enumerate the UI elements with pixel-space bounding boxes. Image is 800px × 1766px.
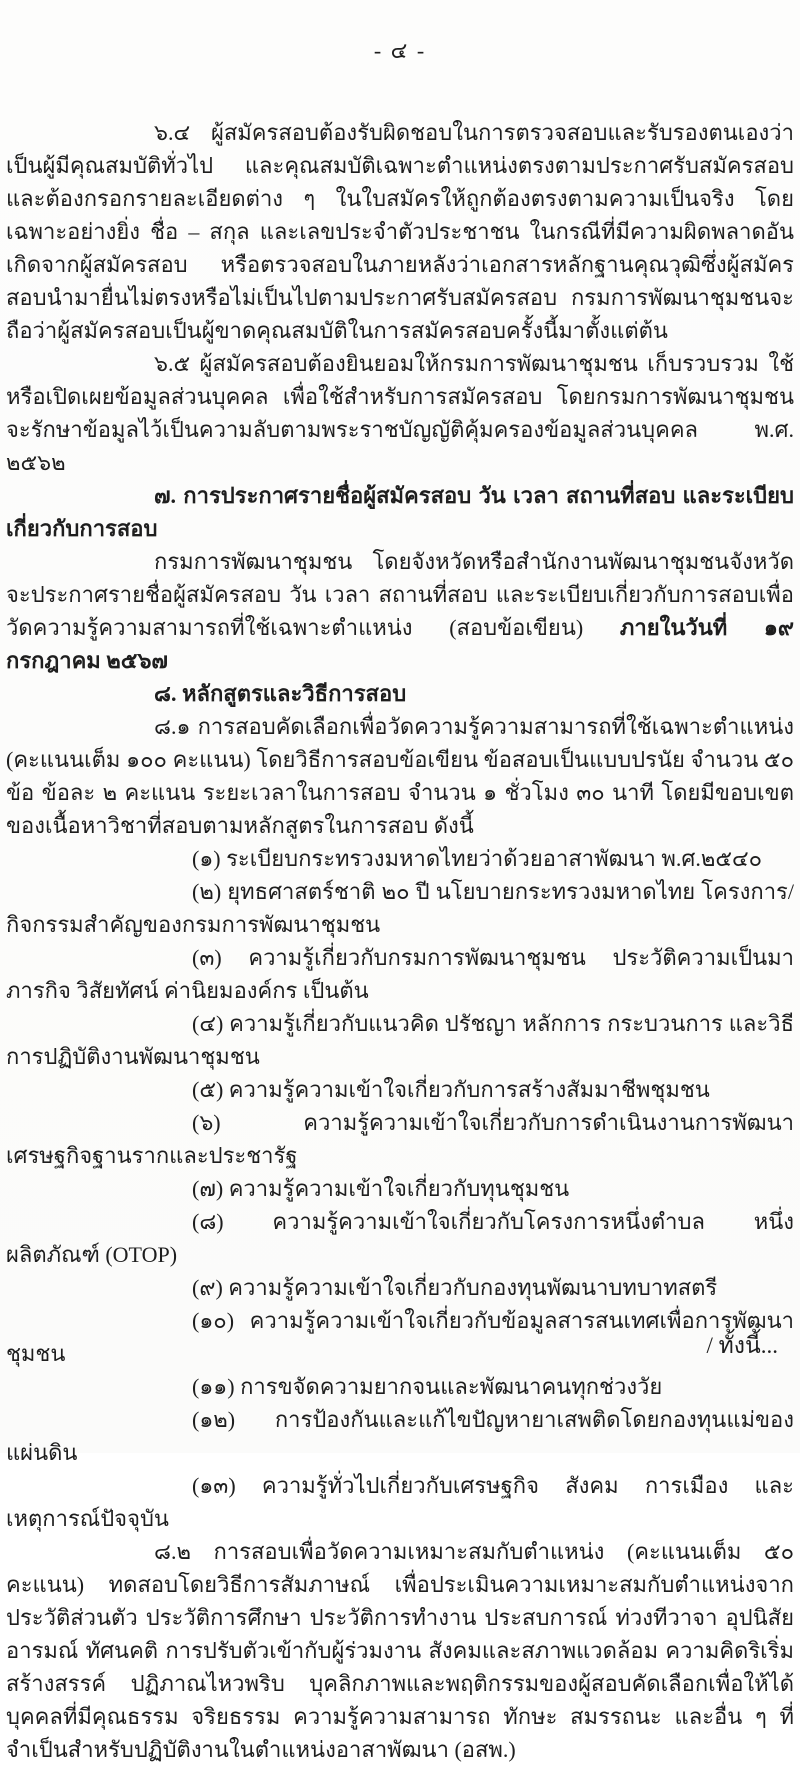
clause-8-1-paragraph: ๘.๑ การสอบคัดเลือกเพื่อวัดความรู้ความสามารถที่ใช้เฉพาะตำแหน่ง (คะแนนเต็ม ๑๐๐ คะแนน) โดยวิธีการสอบข้อเขียน ข้อสอบเป็นแบบปรนัย จำนวน ๕๐ ข้อ ข้อละ ๒ คะแนน ระยะเวลาในการสอบ จำนวน ๑ ชั่วโมง ๓๐ นาที โดยมีขอบเขตของเนื้อหาวิชาที่สอบตามหลักสูตรในการสอบ ดังนี้ — [6, 714, 794, 838]
exam-topic-item: (๑๐) ความรู้ความเข้าใจเกี่ยวกับข้อมูลสารสนเทศเพื่อการพัฒนาชุมชน — [6, 1308, 794, 1366]
exam-announcement-deadline: ภายในวันที่ ๑๙ กรกฎาคม ๒๕๖๗ — [6, 615, 794, 673]
clause-6-4-paragraph: ๖.๔ ผู้สมัครสอบต้องรับผิดชอบในการตรวจสอบและรับรองตนเองว่า เป็นผู้มีคุณสมบัติทั่วไป และคุณสมบัติเฉพาะตำแหน่งตรงตามประกาศรับสมัครสอบ และต้องกรอกรายละเอียดต่าง ๆ ในใบสมัครให้ถูกต้องตรงตามความเป็นจริง โดยเฉพาะอย่างยิ่ง ชื่อ – สกุล และเลขประจำตัวประชาชน ในกรณีที่มีความผิดพลาดอันเกิดจากผู้สมัครสอบ หรือตรวจสอบในภายหลังว่าเอกสารหลักฐานคุณวุฒิซึ่งผู้สมัครสอบนำมายื่นไม่ตรงหรือไม่เป็นไปตามประกาศรับสมัครสอบ กรมการพัฒนาชุมชนจะถือว่าผู้สมัครสอบเป็นผู้ขาดคุณสมบัติในการสมัครสอบครั้งนี้มาตั้งแต่ต้น — [6, 120, 794, 343]
clause-8-2-paragraph: ๘.๒ การสอบเพื่อวัดความเหมาะสมกับตำแหน่ง (คะแนนเต็ม ๕๐ คะแนน) ทดสอบโดยวิธีการสัมภาษณ์ เพื่อประเมินความเหมาะสมกับตำแหน่งจากประวัติส่วนตัว ประวัติการศึกษา ประวัติการทำงาน ประสบการณ์ ท่วงทีวาจา อุปนิสัย อารมณ์ ทัศนคติ การปรับตัวเข้ากับผู้ร่วมงาน สังคมและสภาพแวดล้อม ความคิดริเริ่มสร้างสรรค์ ปฏิภาณไหวพริบ บุคลิกภาพและพฤติกรรมของผู้สอบคัดเลือกเพื่อให้ได้บุคคลที่มีคุณธรรม จริยธรรม ความรู้ความสามารถ ทักษะ สมรรถนะ และอื่น ๆ ที่จำเป็นสำหรับปฏิบัติงานในตำแหน่งอาสาพัฒนา (อสพ.) — [6, 1539, 794, 1762]
exam-topic-item: (๓) ความรู้เกี่ยวกับกรมการพัฒนาชุมชน ประวัติความเป็นมา ภารกิจ วิสัยทัศน์ ค่านิยมองค์กร เป็นต้น — [6, 945, 794, 1003]
exam-topic-item: (๒) ยุทธศาสตร์ชาติ ๒๐ ปี นโยบายกระทรวงมหาดไทย โครงการ/กิจกรรมสำคัญของกรมการพัฒนาชุมชน — [6, 879, 794, 937]
exam-topic-item: (๖) ความรู้ความเข้าใจเกี่ยวกับการดำเนินงานการพัฒนาเศรษฐกิจฐานรากและประชารัฐ — [6, 1110, 794, 1168]
exam-topic-item: (๑๒) การป้องกันและแก้ไขปัญหายาเสพติดโดยกองทุนแม่ของแผ่นดิน — [6, 1407, 794, 1465]
continuation-note: / ทั้งนี้... — [706, 1333, 778, 1358]
exam-topic-item: (๑๑) การขจัดความยากจนและพัฒนาคนทุกช่วงวัย — [192, 1374, 663, 1399]
page-number: - ๔ - — [373, 38, 427, 63]
exam-topic-item: (๙) ความรู้ความเข้าใจเกี่ยวกับกองทุนพัฒนาบทบาทสตรี — [192, 1275, 718, 1300]
exam-topic-item: (๑๓) ความรู้ทั่วไปเกี่ยวกับเศรษฐกิจ สังคม การเมือง และเหตุการณ์ปัจจุบัน — [6, 1473, 794, 1531]
exam-topic-item: (๑) ระเบียบกระทรวงมหาดไทยว่าด้วยอาสาพัฒนา พ.ศ.๒๕๔๐ — [192, 846, 763, 871]
exam-topic-item: (๔) ความรู้เกี่ยวกับแนวคิด ปรัชญา หลักการ กระบวนการ และวิธีการปฏิบัติงานพัฒนาชุมชน — [6, 1011, 794, 1069]
exam-topic-item: (๘) ความรู้ความเข้าใจเกี่ยวกับโครงการหนึ่งตำบล หนึ่งผลิตภัณฑ์ (OTOP) — [6, 1209, 794, 1267]
section-7-heading: ๗. การประกาศรายชื่อผู้สมัครสอบ วัน เวลา สถานที่สอบ และระเบียบเกี่ยวกับการสอบ — [6, 483, 794, 541]
exam-topic-item: (๗) ความรู้ความเข้าใจเกี่ยวกับทุนชุมชน — [192, 1176, 570, 1201]
section-7-body-text: กรมการพัฒนาชุมชน โดยจังหวัดหรือสำนักงานพัฒนาชุมชนจังหวัด จะประกาศรายชื่อผู้สมัครสอบ วัน เวลา สถานที่สอบ และระเบียบเกี่ยวกับการสอบเพื่อวัดความรู้ความสามารถที่ใช้เฉพาะตำแหน่ง (สอบข้อเขียน) — [6, 549, 794, 640]
section-8-heading: ๘. หลักสูตรและวิธีการสอบ — [154, 681, 407, 706]
clause-6-5-paragraph: ๖.๕ ผู้สมัครสอบต้องยินยอมให้กรมการพัฒนาชุมชน เก็บรวบรวม ใช้ หรือเปิดเผยข้อมูลส่วนบุคคล เพื่อใช้สำหรับการสมัครสอบ โดยกรมการพัฒนาชุมชนจะรักษาข้อมูลไว้เป็นความลับตามพระราชบัญญัติคุ้มครองข้อมูลส่วนบุคคล พ.ศ. ๒๕๖๒ — [6, 351, 794, 475]
exam-topic-item: (๕) ความรู้ความเข้าใจเกี่ยวกับการสร้างสัมมาชีพชุมชน — [192, 1077, 710, 1102]
section-7-body-paragraph — [6, 545, 794, 677]
